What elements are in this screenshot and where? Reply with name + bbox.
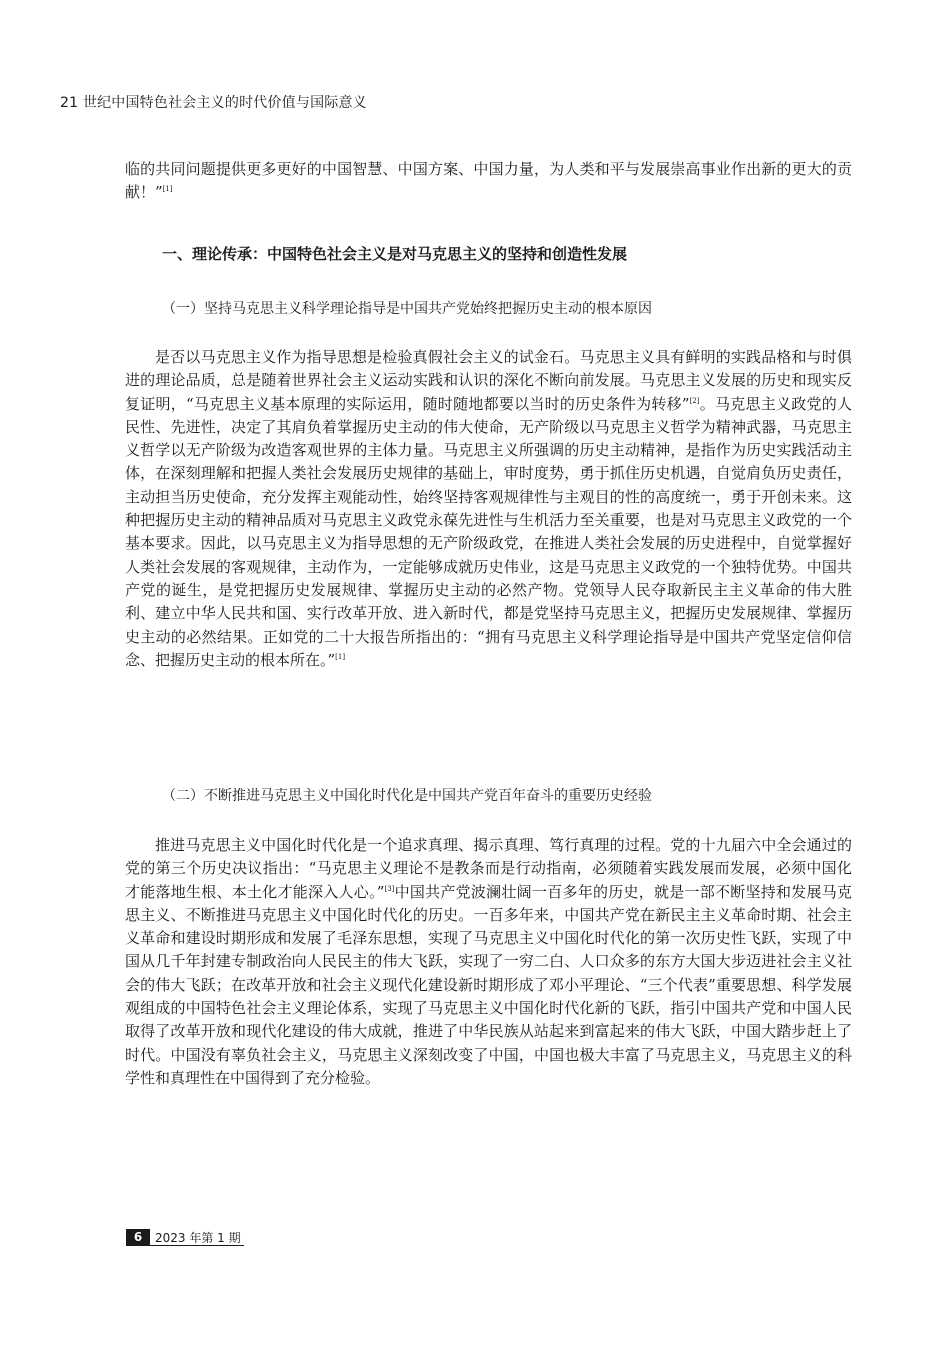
running-header: 21 世纪中国特色社会主义的时代价值与国际意义	[60, 95, 367, 111]
intro-paragraph	[125, 158, 852, 205]
subsection-heading-1: （一）坚持马克思主义科学理论指导是中国共产党始终把握历史主动的根本原因	[162, 301, 652, 317]
body-text: 推进马克思主义中国化时代化是一个追求真理、揭示真理、笃行真理的过程。党的十九届六中全会通过的党的第三个历史决议指出：“马克思主义理论不是教条而是行动指南，必须随着实践发展而发展，必须中国化才能落地生根、本土化才能深入人心。”	[125, 836, 852, 901]
issue-label: 2023 年第 1 期	[155, 1230, 241, 1245]
body-text: 是否以马克思主义作为指导思想是检验真假社会主义的试金石。马克思主义具有鲜明的实践品格和与时俱进的理论品质，总是随着世界社会主义运动实践和认识的深化不断向前发展。马克思主义发展的历史和现实反复证明，“马克思主义基本原理的实际运用，随时随地都要以当时的历史条件为转移”	[125, 348, 852, 413]
body-text: 中国共产党波澜壮阔一百多年的历史，就是一部不断坚持和发展马克思主义、不断推进马克思主义中国化时代化的历史。一百多年来，中国共产党在新民主主义革命时期、社会主义革命和建设时期形成和发展了毛泽东思想，实现了马克思主义中国化时代化的第一次历史性飞跃，实现了中国从几千年封建专制政治向人民民主的伟大飞跃，实现了一穷二白、人口众多的东方大国大步迈进社会主义社会的伟大飞跃；在改革开放和社会主义现代化建设新时期形成了邓小平理论、“三个代表”重要思想、科学发展观组成的中国特色社会主义理论体系，实现了马克思主义中国化时代化新的飞跃，指引中国共产党和中国人民取得了改革开放和现代化建设的伟大成就，推进了中华民族从站起来到富起来的伟大飞跃，中国大踏步赶上了时代。中国没有辜负社会主义，马克思主义深刻改变了中国，中国也极大丰富了马克思主义，马克思主义的科学性和真理性在中国得到了充分检验。	[125, 882, 852, 1087]
footnote-ref[interactable]: [2]	[689, 396, 700, 405]
body-paragraph-2	[125, 834, 852, 1090]
footnote-ref[interactable]: [1]	[162, 185, 173, 194]
footnote-ref[interactable]: [3]	[384, 884, 395, 893]
page-number: 6	[126, 1229, 150, 1245]
body-text: 。马克思主义政党的人民性、先进性，决定了其肩负着掌握历史主动的伟大使命，无产阶级以马克思主义哲学为精神武器，马克思主义哲学以无产阶级为改造客观世界的主体力量。马克思主义所强调的历史主动精神，是指作为历史实践活动主体，在深刻理解和把握人类社会发展历史规律的基础上，审时度势，勇于抓住历史机遇，自觉肩负历史责任，主动担当历史使命，充分发挥主观能动性，始终坚持客观规律性与主观目的性的高度统一，勇于开创未来。这种把握历史主动的精神品质对马克思主义政党永葆先进性与生机活力至关重要，也是对马克思主义政党的一个基本要求。因此，以马克思主义为指导思想的无产阶级政党，在推进人类社会发展的历史进程中，自觉掌握好人类社会发展的客观规律，主动作为，一定能够成就历史伟业，这是马克思主义政党的一个独特优势。中国共产党的诞生，是党把握历史发展规律、掌握历史主动的必然产物。党领导人民夺取新民主主义革命的伟大胜利、建立中华人民共和国、实行改革开放、进入新时代，都是党坚持马克思主义，把握历史发展规律、掌握历史主动的必然结果。正如党的二十大报告所指出的：“拥有马克思主义科学理论指导是中国共产党坚定信仰信念、把握历史主动的根本所在。”	[125, 394, 852, 669]
intro-text: 临的共同问题提供更多更好的中国智慧、中国方案、中国力量，为人类和平与发展崇高事业作出新的更大的贡献！”	[125, 160, 852, 202]
footnote-ref[interactable]: [1]	[335, 652, 346, 661]
section-heading: 一、理论传承：中国特色社会主义是对马克思主义的坚持和创造性发展	[162, 245, 628, 263]
page-footer	[126, 1229, 244, 1246]
body-paragraph-1	[125, 346, 852, 672]
subsection-heading-2: （二）不断推进马克思主义中国化时代化是中国共产党百年奋斗的重要历史经验	[162, 788, 652, 804]
